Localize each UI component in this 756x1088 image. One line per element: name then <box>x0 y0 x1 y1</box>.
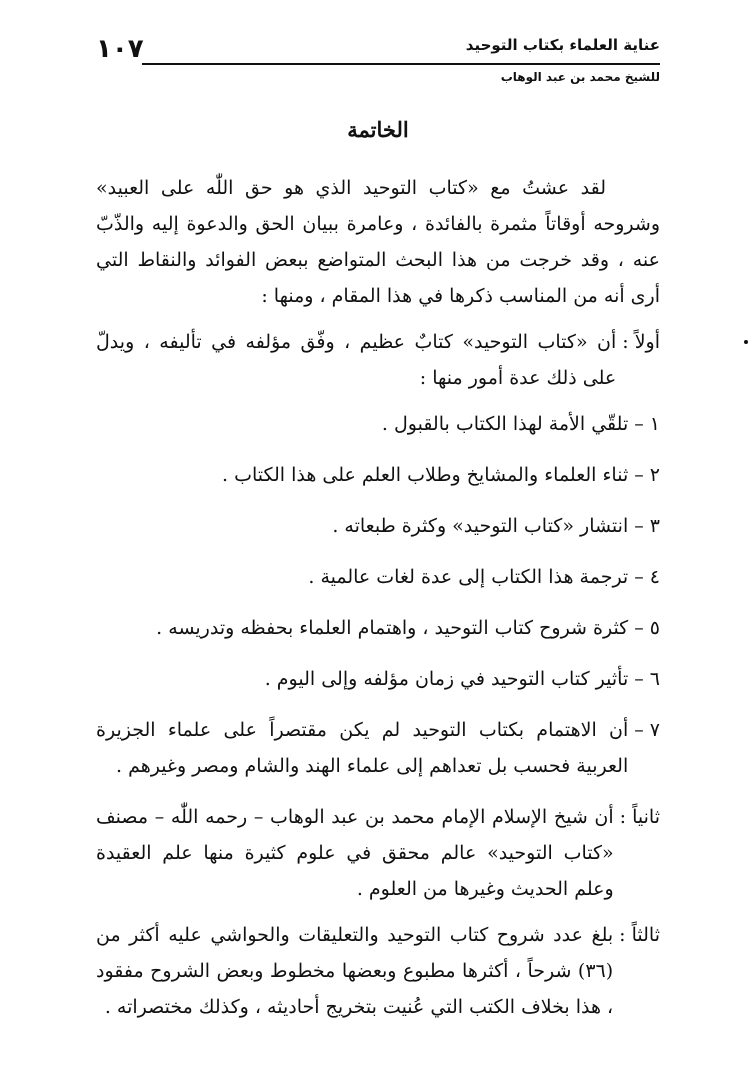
list-item-text: أن الاهتمام بكتاب التوحيد لم يكن مقتصراً على علماء الجزيرة العربية فحسب بل تعداهم إلى علماء الهند والشام ومصر وغيرهم . <box>96 719 629 777</box>
list-item-number: ٧ – <box>634 719 660 741</box>
point-label: ثالثاً : <box>619 924 660 946</box>
list-item <box>96 559 660 595</box>
running-header <box>96 30 660 90</box>
list-item-text: انتشار «كتاب التوحيد» وكثرة طبعاته . <box>332 515 629 537</box>
running-title: عناية العلماء بكتاب التوحيد <box>465 36 660 54</box>
list-item <box>96 457 660 493</box>
list-item <box>96 712 660 784</box>
list-item-number: ١ – <box>634 413 660 435</box>
point-text: أن شيخ الإسلام الإمام محمد بن عبد الوهاب – رحمه اللّٰه – مصنف «كتاب التوحيد» عالم محقق في علوم كثيرة منها علم العقيدة وعلم الحديث وغيرها من العلوم . <box>96 806 614 900</box>
list-item-text: كثرة شروح كتاب التوحيد ، واهتمام العلماء بحفظه وتدريسه . <box>156 617 629 639</box>
point-label: ثانياً : <box>619 806 660 828</box>
list-item <box>96 610 660 646</box>
list-item <box>96 661 660 697</box>
point-second <box>96 799 660 907</box>
list-item-number: ٢ – <box>634 464 660 486</box>
point-third <box>96 917 660 1025</box>
section-title: الخاتمة <box>347 117 409 142</box>
running-subtitle: للشيخ محمد بن عبد الوهاب <box>500 70 660 84</box>
list-item-number: ٦ – <box>634 668 660 690</box>
list-item-text: ترجمة هذا الكتاب إلى عدة لغات عالمية . <box>308 566 629 588</box>
point-text: بلغ عدد شروح كتاب التوحيد والتعليقات والحواشي عليه أكثر من (٣٦) شرحاً ، أكثرها مطبوع وبعضها مخطوط وبعض الشروح مفقود ، هذا بخلاف الكتب التي عُنيت بتخريج أحاديثه ، وكذلك مختصراته . <box>96 924 614 1018</box>
page-number: ١٠٧ <box>96 34 144 64</box>
list-item <box>96 406 660 442</box>
margin-mark <box>744 340 748 344</box>
list-item-number: ٣ – <box>634 515 660 537</box>
list-item-text: تلقّي الأمة لهذا الكتاب بالقبول . <box>381 413 629 435</box>
intro-paragraph: لقد عشتُ مع «كتاب التوحيد الذي هو حق اللّٰه على العبيد» وشروحه أوقاتاً مثمرة بالفائدة ، وعامرة ببيان الحق والدعوة إليه والذّبّ عنه ، وقد خرجت من هذا البحث المتواضع ببعض الفوائد والنقاط التي أرى أنه من المناسب ذكرها في هذا المقام ، ومنها : <box>96 177 660 307</box>
point-first <box>96 324 660 396</box>
list-item-text: ثناء العلماء والمشايخ وطلاب العلم على هذا الكتاب . <box>221 464 629 486</box>
point-text: أن «كتاب التوحيد» كتابٌ عظيم ، وفّق مؤلفه في تأليفه ، ويدلّ على ذلك عدة أمور منها : <box>96 331 617 389</box>
header-rule <box>142 63 660 65</box>
page-body <box>96 106 660 1035</box>
list-item <box>96 508 660 544</box>
list-item-number: ٥ – <box>634 617 660 639</box>
point-label: أولاً : <box>622 331 660 353</box>
reasons-list <box>96 406 660 784</box>
list-item-number: ٤ – <box>634 566 660 588</box>
list-item-text: تأثير كتاب التوحيد في زمان مؤلفه وإلى اليوم . <box>264 668 629 690</box>
